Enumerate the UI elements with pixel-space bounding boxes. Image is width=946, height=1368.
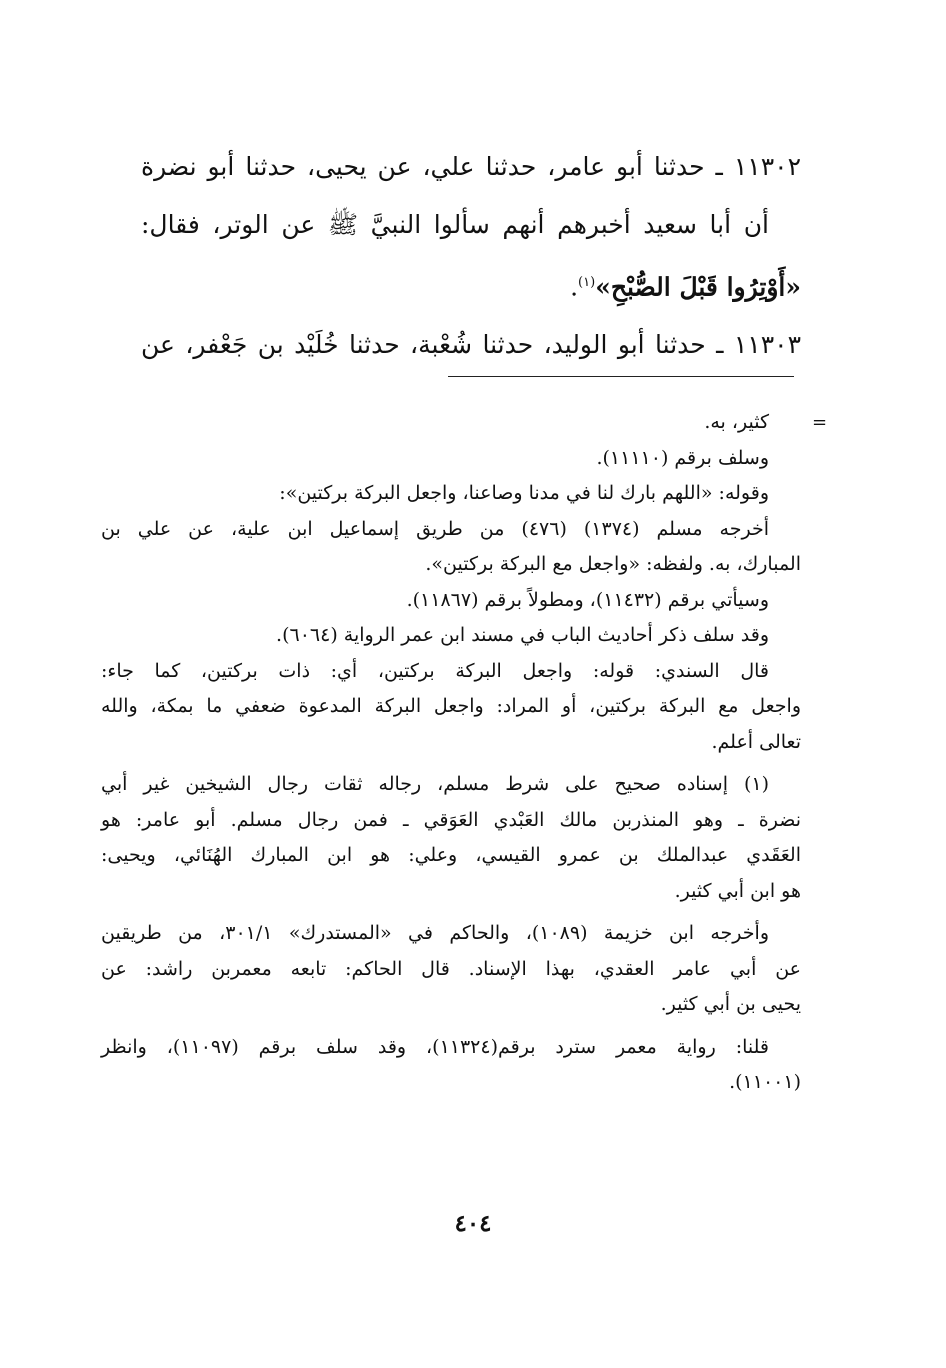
footnote-line: كثير، به. [704,411,769,433]
footnotes [101,405,801,1101]
footnote-line: وسيأتي برقم (١١٤٣٢)، ومطولاً برقم (١١٨٦٧). [406,588,769,611]
sentence-end: . [570,272,579,302]
footnote-line: وقد سلف ذكر أحاديث الباب في مسند ابن عمر الرواية (٦٠٦٤). [276,624,769,646]
footnote-reference: (١) [578,275,596,290]
footnote-line: وأخرجه ابن خزيمة (١٠٨٩)، والحاكم في «المستدرك» ٣٠١/١، من طريقين [101,922,769,944]
continuation-mark: = [812,412,828,433]
footnote-line: تعالى أعلم. [711,730,801,753]
page-number: ٤٠٤ [454,1210,492,1237]
footnote-line: واجعل مع البركة بركتين، أو المراد: واجعل البركة المدعوة ضعفي ما بمكة، والله [101,695,801,717]
footnote-line: هو ابن أبي كثير. [674,879,801,902]
hadith-quote: «أَوْتِرُوا قَبْلَ الصُّبْحِ» [595,272,801,302]
footnote-line: وسلف برقم (١١١١٠). [596,446,769,469]
hadith-11303-line-1: ١١٣٠٣ ـ حدثنا أبو الوليد، حدثنا شُعْبة، حدثنا خُلَيْد بن جَعْفر، عن [141,330,801,360]
footnote-line: العَقَدي عبدالملك بن عمرو القيسي، وعلي: هو ابن المبارك الهُنَائي، ويحيى: [101,844,801,866]
footnote-line: قال السندي: قوله: واجعل البركة بركتين، أي: ذات بركتين، كما جاء: [101,659,769,682]
main-text [141,138,801,374]
footnote-line: يحيى بن أبي كثير. [660,993,801,1015]
footnote-line: قلنا: رواية معمر سترد برقم(١١٣٢٤)، وقد سلف برقم (١١٠٩٧)، وانظر [101,1035,769,1058]
footnote-line: (١) إسناده صحيح على شرط مسلم، رجاله ثقات رجال الشيخين غير أبي [101,773,769,795]
hadith-11302-line-2: أن أبا سعيد أخبرهم أنهم سألوا النبيَّ ﷺ عن الوتر، فقال: [141,210,769,239]
footnote-line: (١١٠٠١). [729,1071,801,1093]
footnote-separator [448,376,794,377]
hadith-11302-line-3 [141,254,801,316]
footnote-line: أخرجه مسلم (١٣٧٤) (٤٧٦) من طريق إسماعيل ابن علية، عن علي بن [101,517,769,540]
footnote-line: عن أبي عامر العقدي، بهذا الإسناد. قال الحاكم: تابعه معمربن راشد: عن [101,957,801,980]
footnote-line: وقوله: «اللهم بارك لنا في مدنا وصاعنا، واجعل البركة بركتين»: [279,482,769,504]
hadith-11302-line-1: ١١٣٠٢ ـ حدثنا أبو عامر، حدثنا علي، عن يحيى، حدثنا أبو نضرة [141,152,801,181]
footnote-line: المبارك، به. ولفظه: «واجعل مع البركة بركتين». [425,553,801,575]
footnote-line: نضرة ـ وهو المنذربن مالك العَبْدي العَوَقي ـ فمن رجال مسلم. أبو عامر: هو [101,808,801,831]
